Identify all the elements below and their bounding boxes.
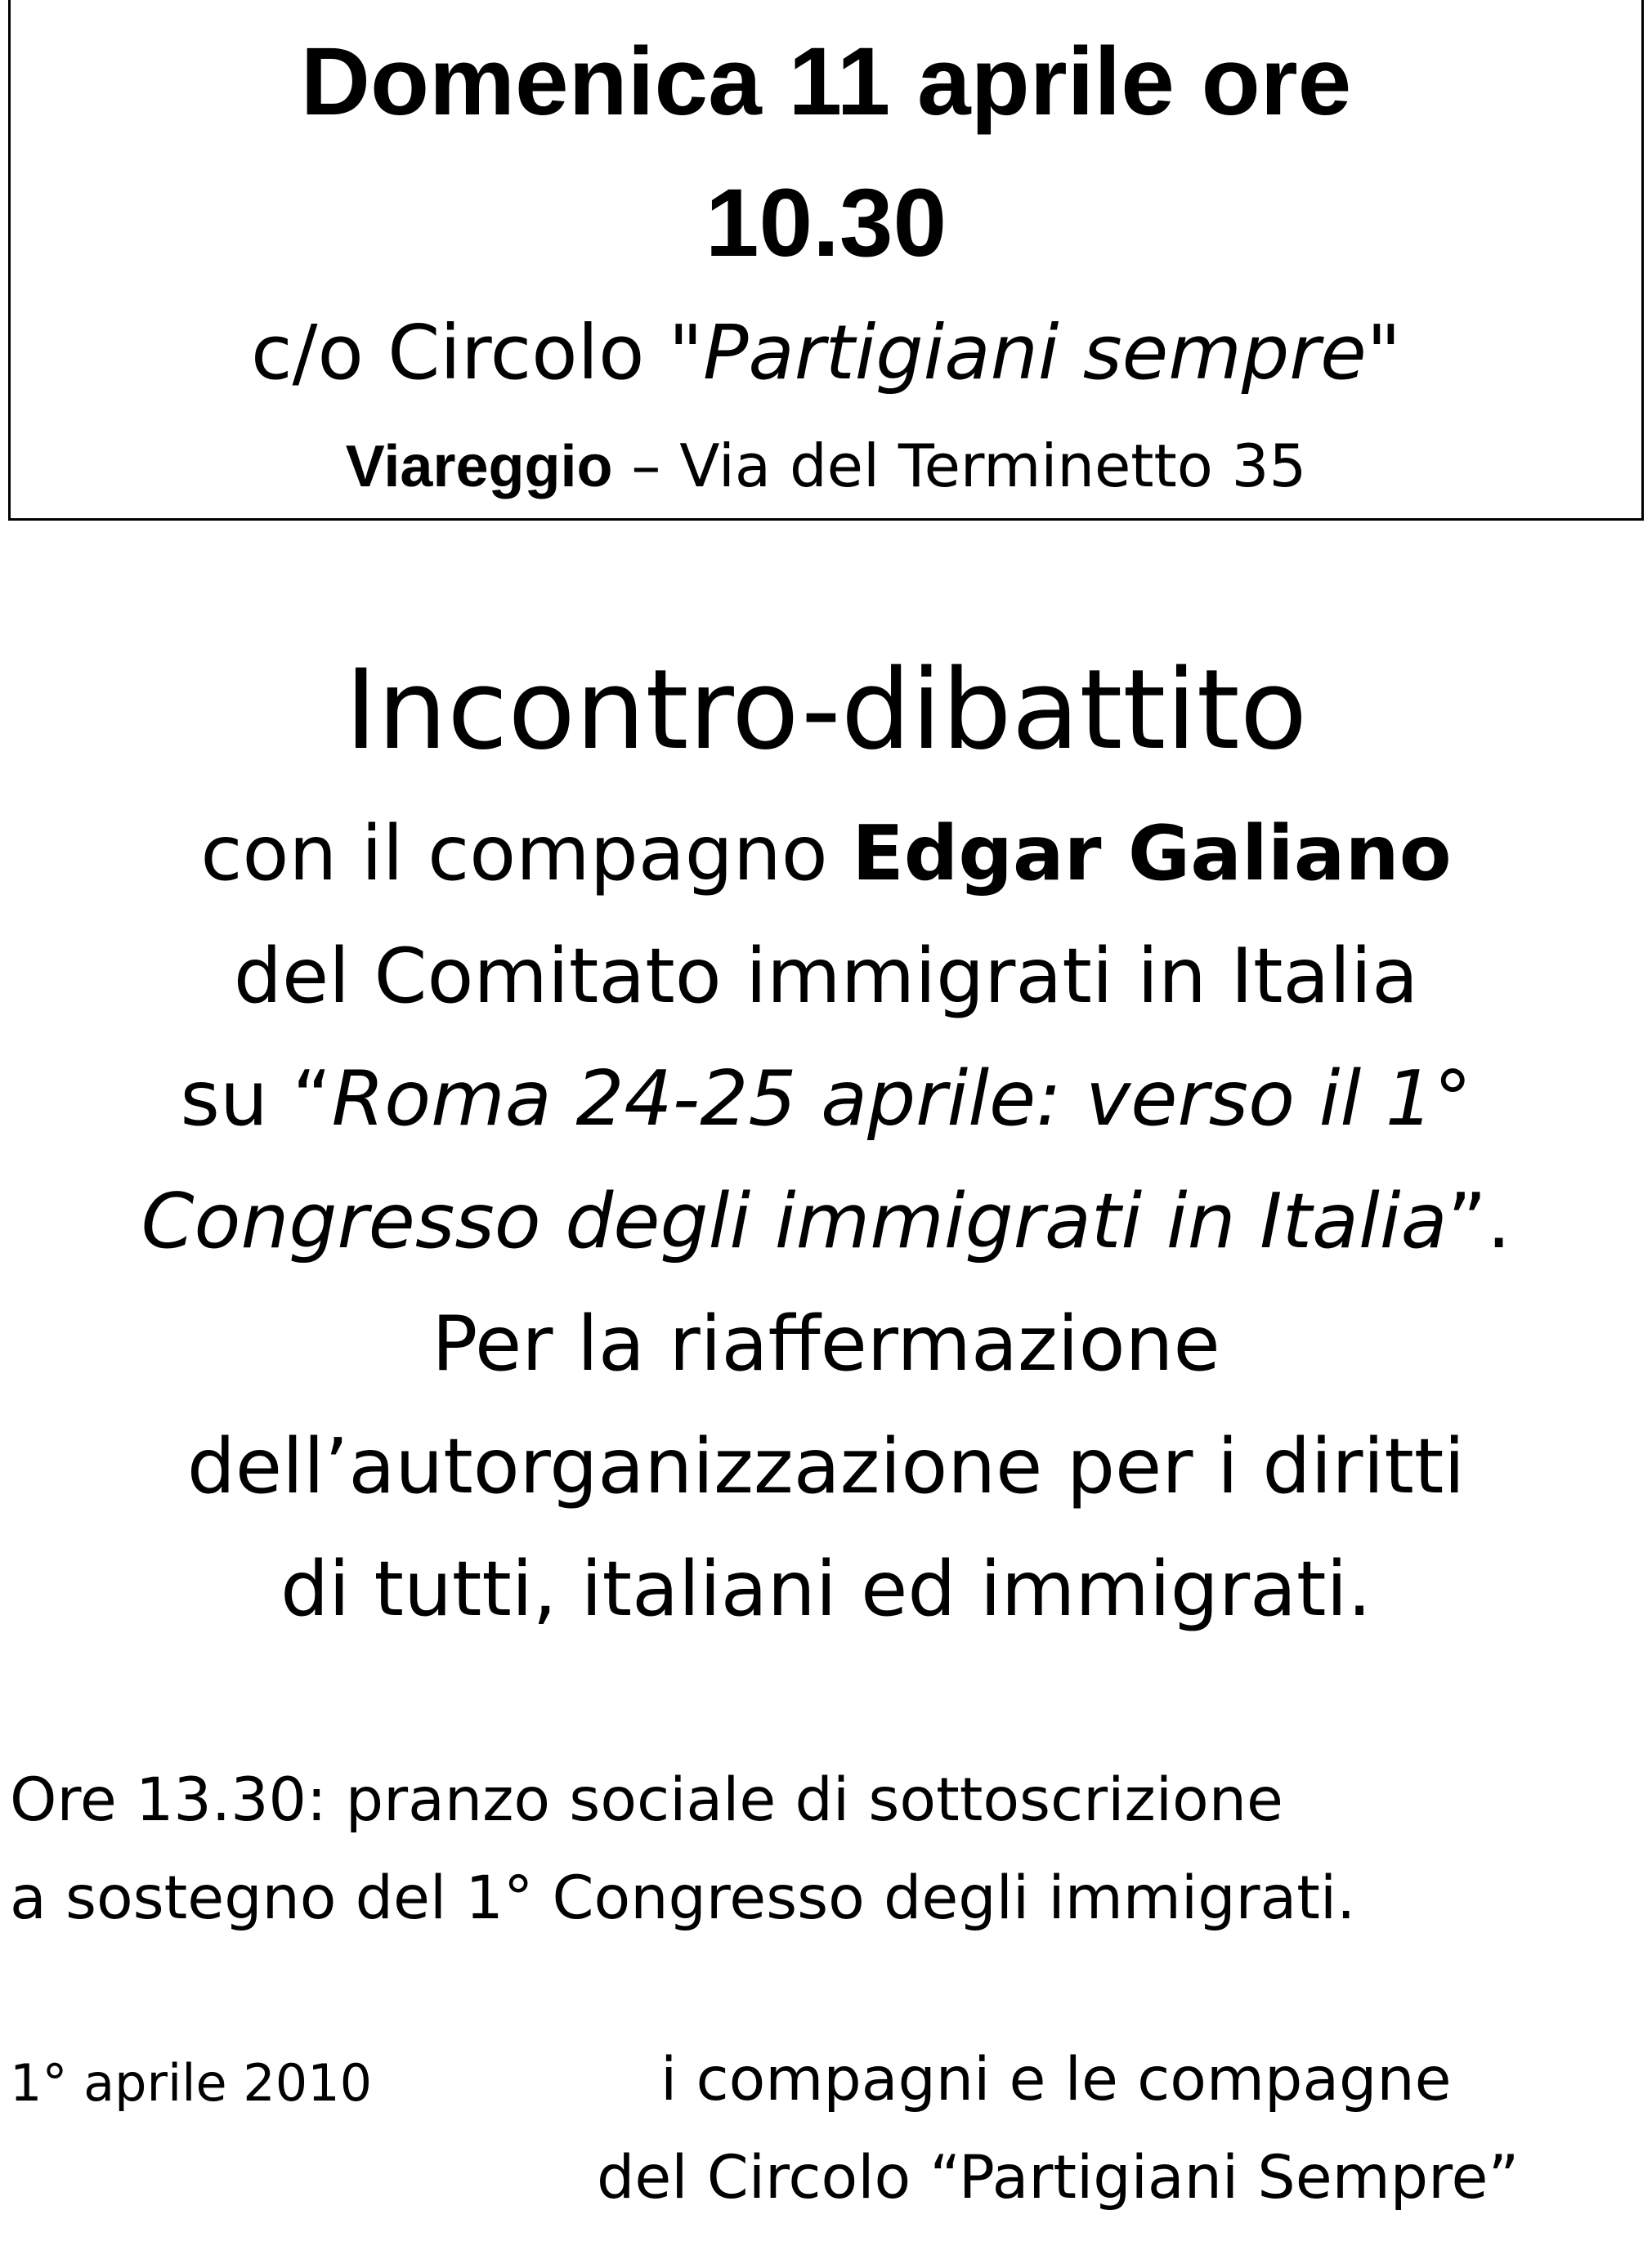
lunch-line-2: a sostegno del 1° Congresso degli immigrati.: [10, 1863, 1356, 1933]
organization: del Comitato immigrati in Italia: [233, 932, 1419, 1020]
guest-line: [0, 809, 1652, 897]
topic-line-1: [0, 1054, 1652, 1143]
topic-part-2: Congresso degli immigrati in Italia: [141, 1177, 1448, 1265]
statement-line-2: dell’autorganizzazione per i diritti: [186, 1422, 1466, 1510]
lunch-line-1: Ore 13.30: pranzo sociale di sottoscrizione: [10, 1765, 1283, 1835]
venue-prefix: c/o Circolo ": [250, 309, 703, 396]
topic-suffix: ”.: [1447, 1177, 1511, 1265]
guest-name: Edgar Galiano: [852, 809, 1452, 897]
page-title: Incontro-dibattito: [344, 646, 1308, 774]
address: – Via del Terminetto 35: [612, 432, 1307, 500]
topic-part-1: Roma 24-25 aprile: verso il 1°: [331, 1054, 1472, 1143]
statement-line-1: Per la riaffermazione: [432, 1300, 1220, 1388]
venue: [0, 309, 1652, 396]
guest-prefix: con il compagno: [200, 809, 853, 897]
venue-name: Partigiani sempre: [702, 309, 1367, 396]
address-line: [0, 432, 1652, 500]
event-date: Domenica 11 aprile ore: [300, 28, 1352, 136]
signature-line-1: i compagni e le compagne: [660, 2045, 1452, 2114]
city: Viareggio: [345, 434, 613, 499]
statement-line-3: di tutti, italiani ed immigrati.: [280, 1545, 1372, 1633]
topic-prefix: su “: [180, 1054, 332, 1143]
venue-suffix: ": [1366, 309, 1402, 396]
event-time: 10.30: [705, 169, 947, 277]
signature-line-2: del Circolo “Partigiani Sempre”: [597, 2143, 1520, 2212]
footer-date: 1° aprile 2010: [10, 2053, 373, 2113]
topic-line-2: [0, 1177, 1652, 1265]
